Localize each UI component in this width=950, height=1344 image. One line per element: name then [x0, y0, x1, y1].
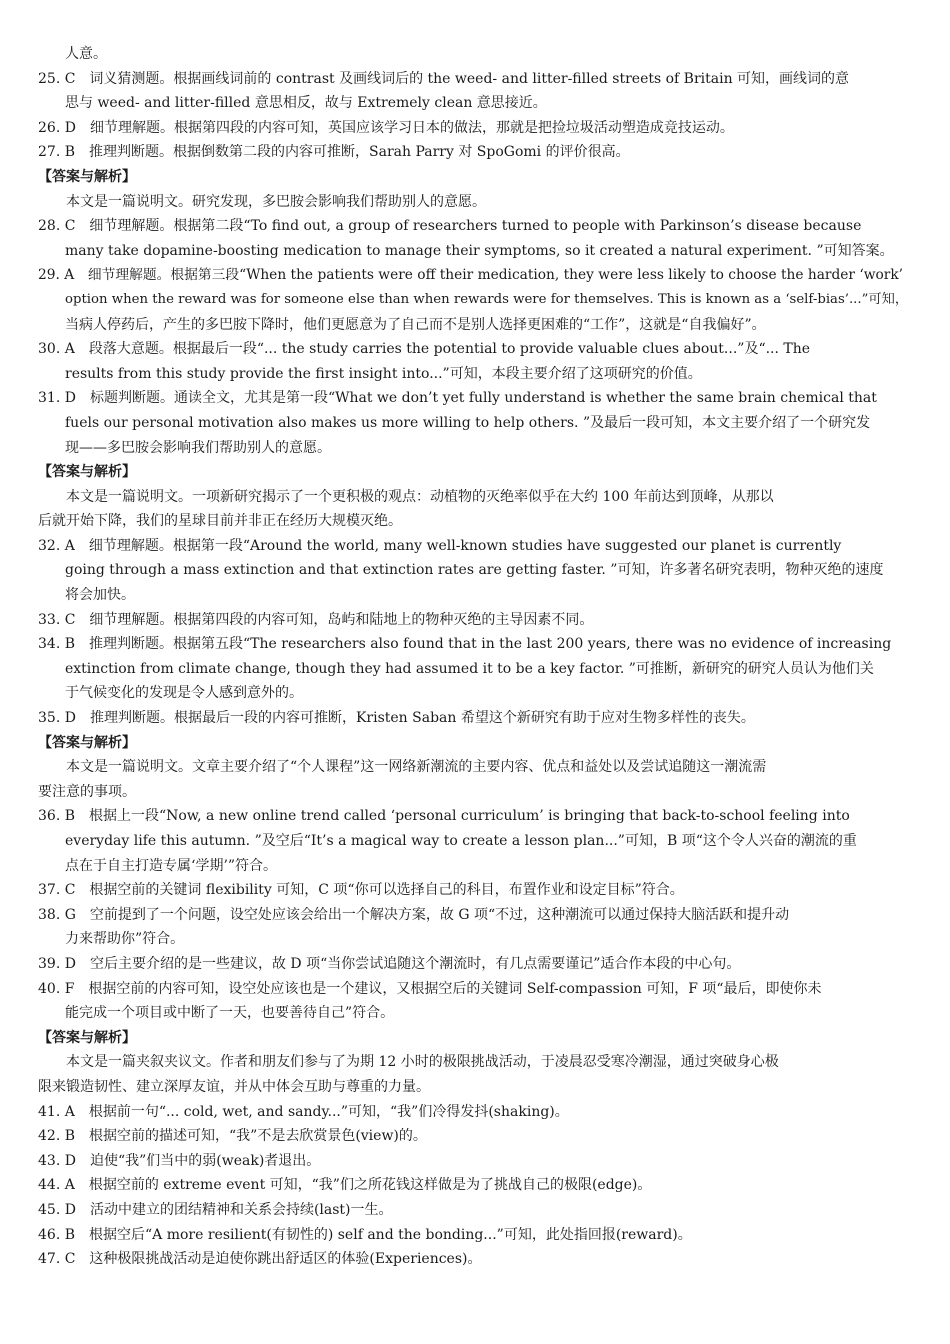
- text-line: 40. F 根据空前的内容可知，设空处应该也是一个建议，又根据空后的关键词 Self-compassion 可知，F 项“最后，即使你未: [38, 980, 822, 997]
- text-line: 29. A 细节理解题。根据第三段“When the patients were off their medication, they were less likely to choose the harder ‘work’: [38, 267, 904, 284]
- text-line: 本文是一篇说明文。一项新研究揭示了一个更积极的观点：动植物的灭绝率似乎在大约 100 年前达到顶峰，从那以: [66, 488, 774, 505]
- text-line: going through a mass extinction and that extinction rates are getting faster. ”可知，许多著名研究表明，物种灭绝的速度: [65, 562, 884, 579]
- text-line: 现——多巴胺会影响我们帮助别人的意愿。: [65, 439, 331, 456]
- answer-item: [38, 1124, 916, 1149]
- text-line: 后就开始下降，我们的星球目前并非正在经历大规模灭绝。: [38, 513, 402, 530]
- text-line: 点在于自主打造专属‘学期’”符合。: [65, 857, 278, 874]
- text-line: 41. A 根据前一句“... cold, wet, and sandy...”可知，“我”们冷得发抖(shaking)。: [38, 1103, 569, 1120]
- text-line: 43. D 迫使“我”们当中的弱(weak)者退出。: [38, 1152, 321, 1169]
- summary-paragraph: [38, 485, 916, 534]
- answer-item: [38, 1247, 916, 1272]
- answer-item: [38, 878, 916, 903]
- section-header: [38, 460, 916, 485]
- summary-paragraph: [38, 1050, 916, 1099]
- answer-item: [38, 116, 916, 141]
- text-line: 31. D 标题判断题。通读全文，尤其是第一段“What we don’t yet fully understand is whether the same brain chemical that: [38, 390, 877, 407]
- text-line: option when the reward was for someone else than when rewards were for themselves. This is known as a ‘self-bias’...”可知，: [65, 291, 909, 307]
- answer-item: [38, 67, 916, 116]
- answer-item: [38, 1173, 916, 1198]
- text-line: 限来锻造韧性、建立深厚友谊，并从中体会互助与尊重的力量。: [38, 1078, 430, 1095]
- text-line: 人意。: [65, 46, 107, 62]
- answer-item: [38, 977, 916, 1026]
- text-line: 思与 weed- and litter-filled 意思相反，故与 Extremely clean 意思接近。: [65, 95, 547, 112]
- text-line: 35. D 推理判断题。根据最后一段的内容可推断，Kristen Saban 希望这个新研究有助于应对生物多样性的丧失。: [38, 710, 755, 727]
- text-line: 36. B 根据上一段“Now, a new online trend called ‘personal curriculum’ is bringing that back-to-school feeling into: [38, 808, 850, 825]
- text-line: fuels our personal motivation also makes us more willing to help others. ”及最后一段可知，本文主要介绍了一个研究发: [65, 414, 871, 431]
- text-line: 32. A 细节理解题。根据第一段“Around the world, many well-known studies have suggested our planet is currently: [38, 537, 842, 554]
- text-line: 44. A 根据空前的 extreme event 可知，“我”们之所花钱这样做是为了挑战自己的极限(edge)。: [38, 1177, 652, 1194]
- text-line: many take dopamine-boosting medication to manage their symptoms, so it created a natural experiment. ”可知答案。: [65, 242, 894, 259]
- answer-item: [38, 386, 916, 460]
- text-line: 47. C 这种极限挑战活动是迫使你跳出舒适区的体验(Experiences)。: [38, 1251, 482, 1268]
- text-line: 39. D 空后主要介绍的是一些建议，故 D 项“当你尝试追随这个潮流时，有几点需要谨记”适合作本段的中心句。: [38, 955, 741, 972]
- text-line: extinction from climate change, though they had assumed it to be a key factor. ”可推断，新研究的研究人员认为他们关: [65, 660, 874, 677]
- answer-item: [38, 1149, 916, 1174]
- answer-item: [38, 534, 916, 608]
- answer-item: [38, 608, 916, 633]
- answer-item: [38, 1100, 916, 1125]
- text-line: 本文是一篇夹叙夹议文。作者和朋友们参与了为期 12 小时的极限挑战活动，于凌晨忍受寒冷潮湿，通过突破身心极: [66, 1054, 779, 1071]
- text-line: 26. D 细节理解题。根据第四段的内容可知，英国应该学习日本的做法，那就是把捡垃圾活动塑造成竞技运动。: [38, 119, 734, 136]
- continued-text: [38, 42, 916, 67]
- text-line: 34. B 推理判断题。根据第五段“The researchers also found that in the last 200 years, there was no evidence of increasing: [38, 636, 892, 653]
- text-line: 【答案与解析】: [38, 464, 136, 481]
- text-line: 46. B 根据空后“A more resilient(有韧性的) self and the bonding...”可知，此处指回报(reward)。: [38, 1226, 692, 1243]
- summary-paragraph: [38, 190, 916, 215]
- section-header: [38, 731, 916, 756]
- answer-item: [38, 632, 916, 706]
- section-header: [38, 165, 916, 190]
- answer-item: [38, 952, 916, 977]
- text-line: 【答案与解析】: [38, 1029, 136, 1046]
- text-line: 【答案与解析】: [38, 168, 136, 185]
- answer-item: [38, 140, 916, 165]
- text-line: 30. A 段落大意题。根据最后一段“... the study carries the potential to provide valuable clues about...”及“... The: [38, 341, 811, 358]
- text-line: 33. C 细节理解题。根据第四段的内容可知，岛屿和陆地上的物种灭绝的主导因素不同。: [38, 611, 594, 628]
- text-line: 要注意的事项。: [38, 783, 136, 800]
- text-line: 25. C 词义猜测题。根据画线词前的 contrast 及画线词后的 the weed- and litter-filled streets of Britain 可知，画线词的意: [38, 70, 850, 87]
- text-line: 28. C 细节理解题。根据第二段“To find out, a group of researchers turned to people with Parkinson’s disease because: [38, 218, 862, 235]
- text-line: 能完成一个项目或中断了一天，也要善待自己”符合。: [65, 1005, 395, 1022]
- text-line: 当病人停药后，产生的多巴胺下降时，他们更愿意为了自己而不是别人选择更困难的“工作”，这就是“自我偏好”。: [65, 316, 766, 333]
- answer-item: [38, 337, 916, 386]
- text-line: 45. D 活动中建立的团结精神和关系会持续(last)一生。: [38, 1201, 393, 1218]
- text-line: 力来帮助你”符合。: [65, 931, 185, 948]
- text-line: 本文是一篇说明文。文章主要介绍了“个人课程”这一网络新潮流的主要内容、优点和益处以及尝试追随这一潮流需: [66, 759, 767, 776]
- answer-item: [38, 804, 916, 878]
- summary-paragraph: [38, 755, 916, 804]
- text-line: 37. C 根据空前的关键词 flexibility 可知，C 项“你可以选择自己的科目，布置作业和设定目标”符合。: [38, 882, 684, 899]
- text-line: 本文是一篇说明文。研究发现，多巴胺会影响我们帮助别人的意愿。: [66, 193, 486, 210]
- section-header: [38, 1026, 916, 1051]
- text-line: 于气候变化的发现是令人感到意外的。: [65, 685, 303, 702]
- answer-item: [38, 903, 916, 952]
- text-line: 将会加快。: [65, 587, 135, 604]
- text-line: 38. G 空前提到了一个问题，设空处应该会给出一个解决方案，故 G 项“不过，这种潮流可以通过保持大脑活跃和提升动: [38, 906, 790, 923]
- text-line: 42. B 根据空前的描述可知，“我”不是去欣赏景色(view)的。: [38, 1128, 427, 1145]
- text-line: everyday life this autumn. ”及空后“It’s a magical way to create a lesson plan...”可知，B 项“这个令人兴奋的潮流的重: [65, 833, 857, 849]
- text-line: 27. B 推理判断题。根据倒数第二段的内容可推断，Sarah Parry 对 SpoGomi 的评价很高。: [38, 144, 630, 161]
- answer-item: [38, 263, 916, 337]
- answer-item: [38, 1198, 916, 1223]
- text-line: results from this study provide the first insight into...”可知，本段主要介绍了这项研究的价值。: [65, 365, 702, 382]
- answer-item: [38, 214, 916, 263]
- answer-item: [38, 706, 916, 731]
- answer-item: [38, 1223, 916, 1248]
- text-line: 【答案与解析】: [38, 734, 136, 751]
